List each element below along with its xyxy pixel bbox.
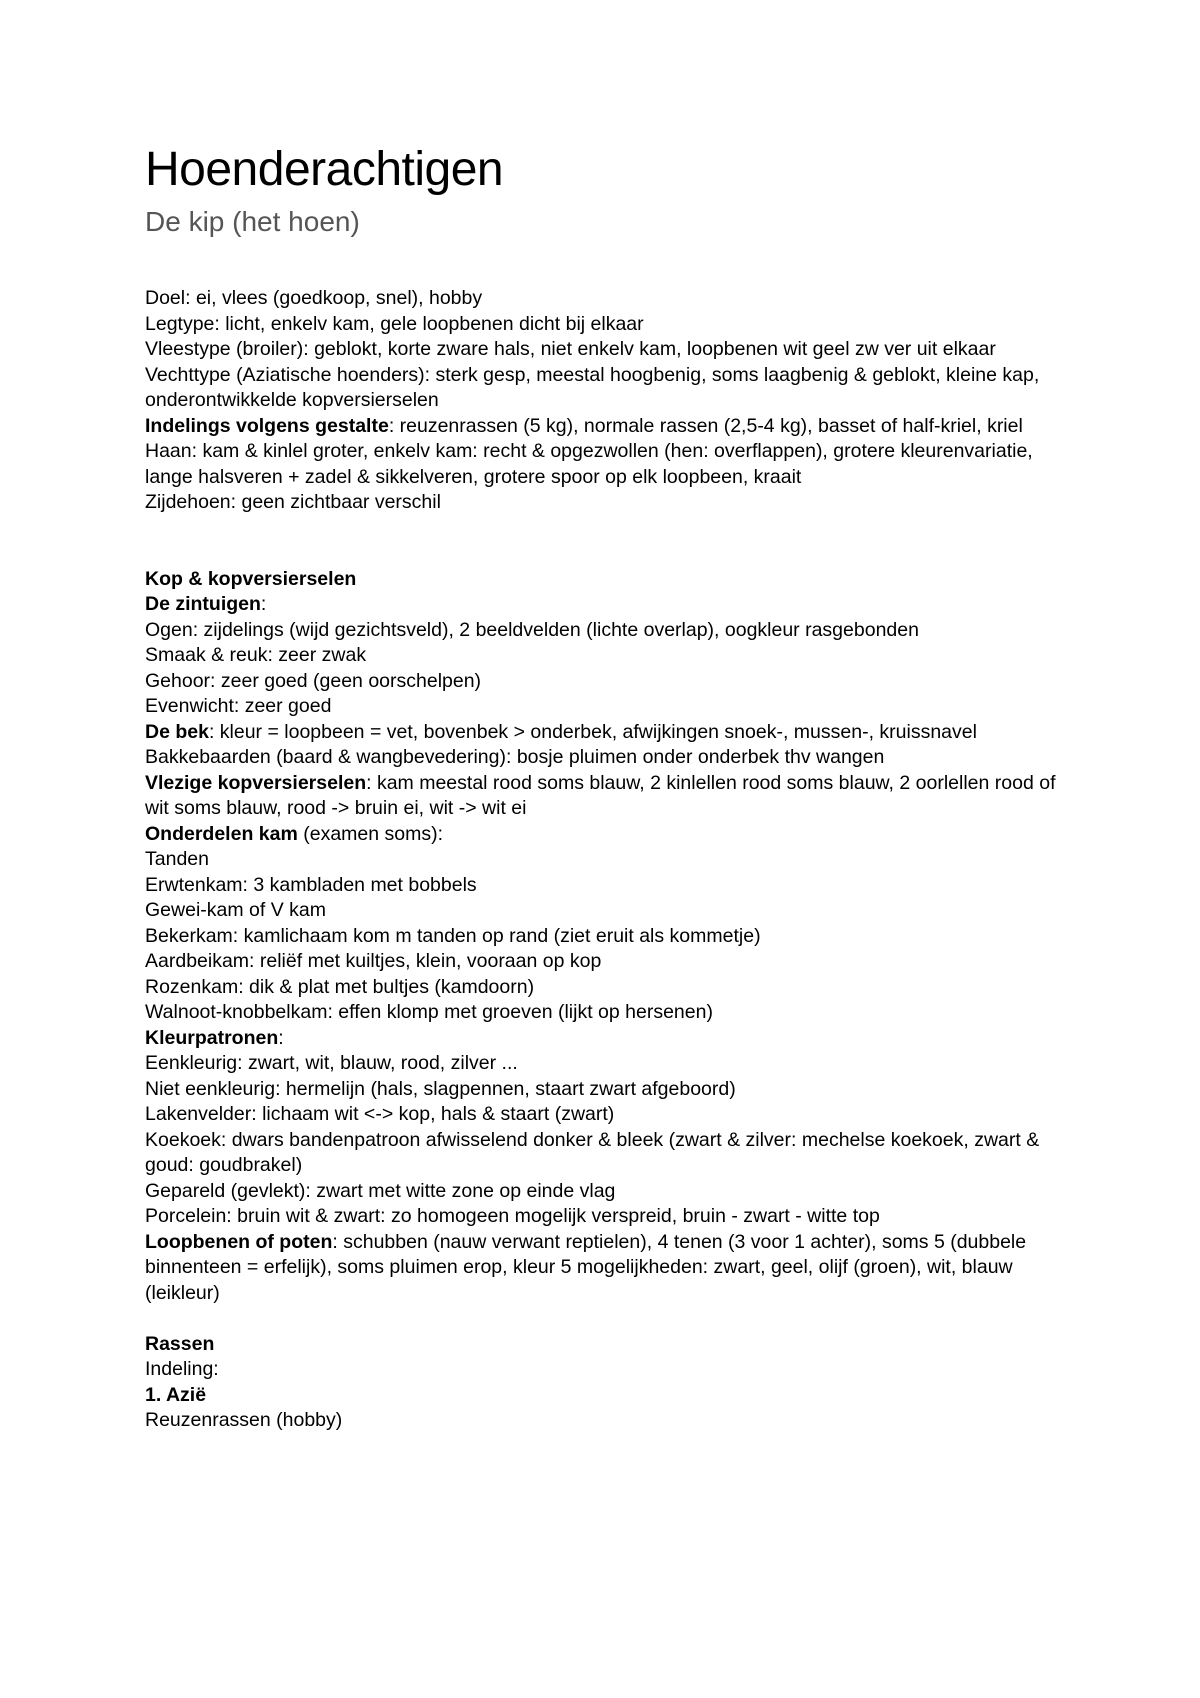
line-text: Indeling: [145,1358,219,1380]
paragraph-line [145,567,1065,593]
paragraph-line [145,1077,1065,1103]
paragraph-line [145,363,1065,414]
paragraph-line [145,1102,1065,1128]
line-text: : kam meestal rood soms blauw, 2 kinlellen rood soms blauw, 2 oorlellen rood of wit soms blauw, rood -> bruin ei, wit -> wit ei [145,771,1056,819]
line-text: : schubben (nauw verwant reptielen), 4 tenen (3 voor 1 achter), soms 5 (dubbele binnenteen = erfelijk), soms pluimen erop, kleur 5 mogelijkheden: zwart, geel, olijf (groen), wit, blauw (leikleur) [145,1230,1027,1304]
line-text: Legtype: licht, enkelv kam, gele loopbenen dicht bij elkaar [145,312,644,335]
paragraph-line [145,592,1065,618]
paragraph-line [145,898,1065,924]
line-text: (examen soms): [297,822,444,845]
head-section [145,567,1065,1307]
document-page [145,140,1065,1434]
paragraph-line [145,873,1065,899]
paragraph-line [145,1128,1065,1179]
paragraph-line [145,490,1065,516]
line-text: : kleur = loopbeen = vet, bovenbek > onderbek, afwijkingen snoek-, mussen-, kruissnavel [208,720,977,743]
paragraph-line [145,1332,1065,1358]
line-text: : [260,593,267,615]
paragraph-line [145,924,1065,950]
line-text: Ogen: zijdelings (wijd gezichtsveld), 2 beeldvelden (lichte overlap), oogkleur rasgebonden [145,618,919,641]
paragraph-line [145,771,1065,822]
bold-label: Rassen [145,1332,215,1355]
paragraph-line [145,312,1065,338]
paragraph-line [145,822,1065,848]
paragraph-line [145,745,1065,771]
bold-label: Loopbenen of poten [145,1230,333,1253]
paragraph-line [145,847,1065,873]
bold-label: De zintuigen [145,593,261,615]
line-text: Reuzenrassen (hobby) [145,1409,343,1431]
line-text: Vechttype (Aziatische hoenders): sterk gesp, meestal hoogbenig, soms laagbenig & geblokt, kleine kap, onderontwikkelde kopversierselen [145,363,1040,411]
paragraph-line [145,1026,1065,1052]
line-text: Tanden [145,848,209,870]
bold-label: De bek [145,720,209,743]
paragraph-line [145,618,1065,644]
line-text: Gepareld (gevlekt): zwart met witte zone op einde vlag [145,1179,616,1202]
paragraph-line [145,1357,1065,1383]
page-title: Hoenderachtigen [145,143,504,196]
line-text: Aardbeikam: reliëf met kuiltjes, klein, vooraan op kop [145,950,602,972]
line-text: : reuzenrassen (5 kg), normale rassen (2,5-4 kg), basset of half-kriel, kriel [388,414,1023,437]
paragraph-line [145,1051,1065,1077]
paragraph-line [145,1000,1065,1026]
bold-label: Kop & kopversierselen [145,567,357,590]
bold-label: Kleurpatronen [145,1026,279,1049]
intro-section [145,286,1065,516]
paragraph-line [145,949,1065,975]
line-text: Lakenvelder: lichaam wit <-> kop, hals & staart (zwart) [145,1103,615,1125]
line-text: Koekoek: dwars bandenpatroon afwisselend donker & bleek (zwart & zilver: mechelse koekoek, zwart & goud: goudbrakel) [145,1128,1040,1176]
line-text: Erwtenkam: 3 kambladen met bobbels [145,873,477,896]
paragraph-line [145,1383,1065,1409]
paragraph-line [145,414,1065,440]
paragraph-line [145,975,1065,1001]
spacer [145,1306,1065,1332]
line-text: Bakkebaarden (baard & wangbevedering): bosje pluimen onder onderbek thv wangen [145,746,885,768]
line-text: Smaak & reuk: zeer zwak [145,644,367,666]
paragraph-line [145,694,1065,720]
paragraph-line [145,720,1065,746]
paragraph-line [145,286,1065,312]
line-text: Bekerkam: kamlichaam kom m tanden op rand (ziet eruit als kommetje) [145,924,761,947]
breeds-section [145,1332,1065,1434]
paragraph-line [145,1230,1065,1307]
line-text: Evenwicht: zeer goed [145,695,332,717]
paragraph-line [145,643,1065,669]
line-text: Rozenkam: dik & plat met bultjes (kamdoorn) [145,975,535,998]
page-subtitle: De kip (het hoen) [145,206,360,237]
spacer [145,240,1065,286]
line-text: Gehoor: zeer goed (geen oorschelpen) [145,669,482,692]
paragraph-line [145,1179,1065,1205]
paragraph-line [145,669,1065,695]
paragraph-line [145,1204,1065,1230]
spacer [145,516,1065,567]
line-text: Eenkleurig: zwart, wit, blauw, rood, zilver ... [145,1052,518,1074]
line-text: Walnoot-knobbelkam: effen klomp met groeven (lijkt op hersenen) [145,1001,713,1023]
paragraph-line [145,439,1065,490]
line-text: Niet eenkleurig: hermelijn (hals, slagpennen, staart zwart afgeboord) [145,1077,736,1100]
line-text: Zijdehoen: geen zichtbaar verschil [145,491,441,513]
line-text: Doel: ei, vlees (goedkoop, snel), hobby [145,287,483,309]
line-text: Gewei-kam of V kam [145,899,326,921]
bold-label: Vlezige kopversierselen [145,771,367,794]
bold-label: Indelings volgens gestalte [145,414,389,437]
paragraph-line [145,1408,1065,1434]
line-text: Vleestype (broiler): geblokt, korte zware hals, niet enkelv kam, loopbenen wit geel zw ver uit elkaar [145,338,996,360]
line-text: Haan: kam & kinlel groter, enkelv kam: recht & opgezwollen (hen: overflappen), grotere kleurenvariatie, lange halsveren + zadel & sikkelveren, grotere spoor op elk loopbeen, kraait [145,440,1033,488]
bold-label: 1. Azië [145,1383,207,1406]
paragraph-line [145,337,1065,363]
bold-label: Onderdelen kam [145,822,298,845]
line-text: : [278,1026,284,1049]
line-text: Porcelein: bruin wit & zwart: zo homogeen mogelijk verspreid, bruin - zwart - witte top [145,1205,880,1227]
